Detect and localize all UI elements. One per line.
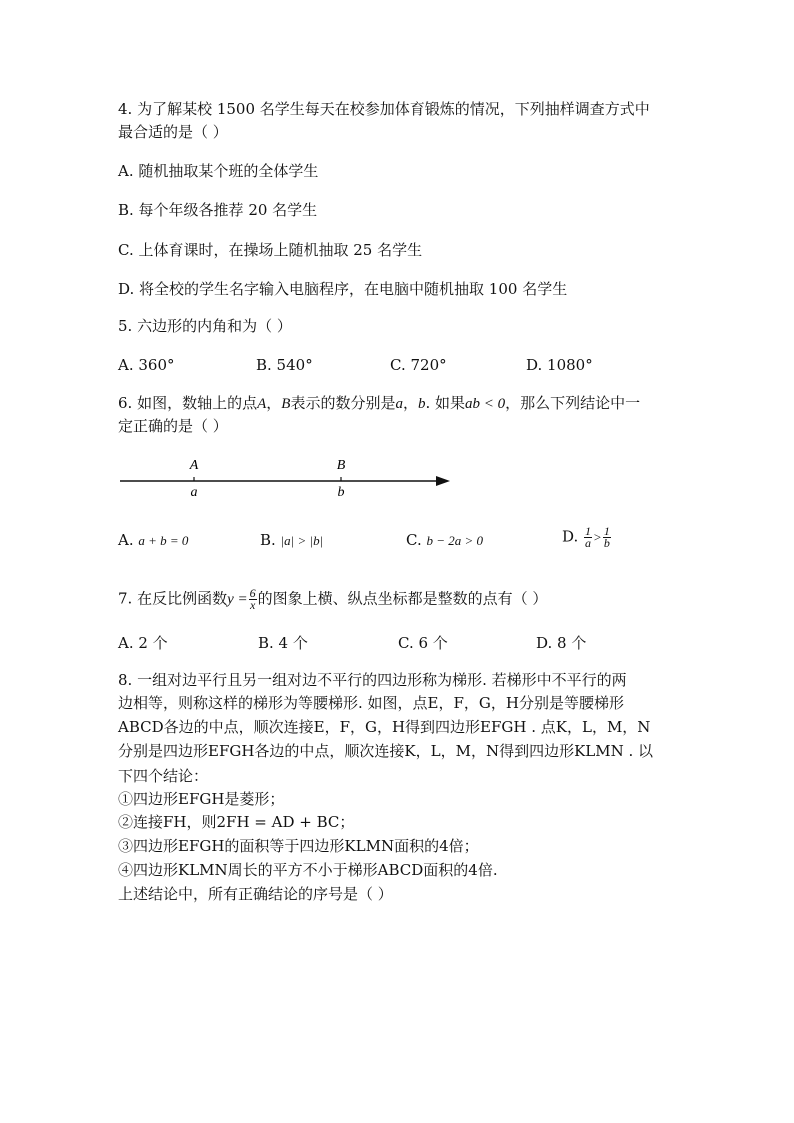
q6-option-a: A. a + b = 0 xyxy=(118,531,189,549)
q4-option-c: C. 上体育课时，在操场上随机抽取 25 名学生 xyxy=(118,241,423,259)
q7-option-c: C. 6 个 xyxy=(398,634,448,652)
q5-option-b: B. 540° xyxy=(256,356,313,374)
label-point-b: B xyxy=(336,458,346,473)
q5-stem: 5. 六边形的内角和为（ ） xyxy=(118,317,292,335)
q8-line1: 8. 一组对边平行且另一组对边不平行的四边形称为梯形. 若梯形中不平行的两 xyxy=(118,671,627,689)
q6-var-a: a xyxy=(395,396,403,412)
q7-frac: $\frac{6}{x}$ xyxy=(249,586,256,612)
q5-option-a: A. 360° xyxy=(118,356,175,374)
q6-condition: ab < 0 xyxy=(465,396,506,412)
q4-option-a: A. 随机抽取某个班的全体学生 xyxy=(118,162,319,180)
label-value-a: a xyxy=(190,485,198,500)
number-line-arrow-icon xyxy=(436,476,450,486)
q5-option-d: D. 1080° xyxy=(526,356,593,374)
q6-point-b: B xyxy=(281,396,291,412)
q6-option-d: D. $\frac{1}{a}$ > $\frac{1}{b}$ xyxy=(562,524,610,550)
q7-stem: 7. 在反比例函数y = $\frac{6}{x}$ 的图象上横、纵点坐标都是整数的点有（ ） xyxy=(118,586,548,612)
q6-option-c: C. b − 2a > 0 xyxy=(406,531,484,549)
q8-closing: 上述结论中，所有正确结论的序号是（ ） xyxy=(118,885,393,903)
q6-option-b: B. |a| > |b| xyxy=(260,531,324,549)
q4-stem-line1: 4. 为了解某校 1500 名学生每天在校参加体育锻炼的情况，下列抽样调查方式中 xyxy=(118,100,650,118)
q6-point-a: A xyxy=(257,396,267,412)
q8-conclusion-2: ②连接FH，则2FH = AD + BC； xyxy=(118,813,355,831)
number-line-figure xyxy=(110,452,470,504)
q6-stem-line1: 6. 如图，数轴上的点A，B表示的数分别是a，b. 如果ab < 0，那么下列结论中一 xyxy=(118,394,641,412)
q4-option-b: B. 每个年级各推荐 20 名学生 xyxy=(118,201,318,219)
q7-option-d: D. 8 个 xyxy=(536,634,587,652)
q7-option-b: B. 4 个 xyxy=(258,634,308,652)
q8-conclusion-4: ④四边形KLMN周长的平方不小于梯形ABCD面积的4倍. xyxy=(118,861,498,879)
label-point-a: A xyxy=(189,458,199,473)
q8-line4: 分别是四边形EFGH各边的中点，顺次连接K，L，M，N得到四边形KLMN . 以 xyxy=(118,742,654,760)
q6-stem-line2: 定正确的是（ ） xyxy=(118,417,228,435)
q5-option-c: C. 720° xyxy=(390,356,447,374)
q6-d-frac2: $\frac{1}{b}$ xyxy=(603,524,610,550)
q4-stem-line2: 最合适的是（ ） xyxy=(118,123,228,141)
q8-line3: ABCD各边的中点，顺次连接E，F，G，H得到四边形EFGH . 点K，L，M，N xyxy=(118,718,651,736)
q8-conclusion-1: ①四边形EFGH是菱形； xyxy=(118,790,285,808)
q6-var-b: b xyxy=(417,396,426,412)
label-value-b: b xyxy=(337,485,345,500)
q7-option-a: A. 2 个 xyxy=(118,634,168,652)
q8-conclusion-3: ③四边形EFGH的面积等于四边形KLMN面积的4倍； xyxy=(118,837,479,855)
q6-d-frac1: $\frac{1}{a}$ xyxy=(585,524,592,550)
q4-option-d: D. 将全校的学生名字输入电脑程序，在电脑中随机抽取 100 名学生 xyxy=(118,280,568,298)
q8-line5: 下四个结论： xyxy=(118,767,209,785)
q8-line2: 边相等，则称这样的梯形为等腰梯形. 如图，点E，F，G，H分别是等腰梯形 xyxy=(118,694,624,712)
